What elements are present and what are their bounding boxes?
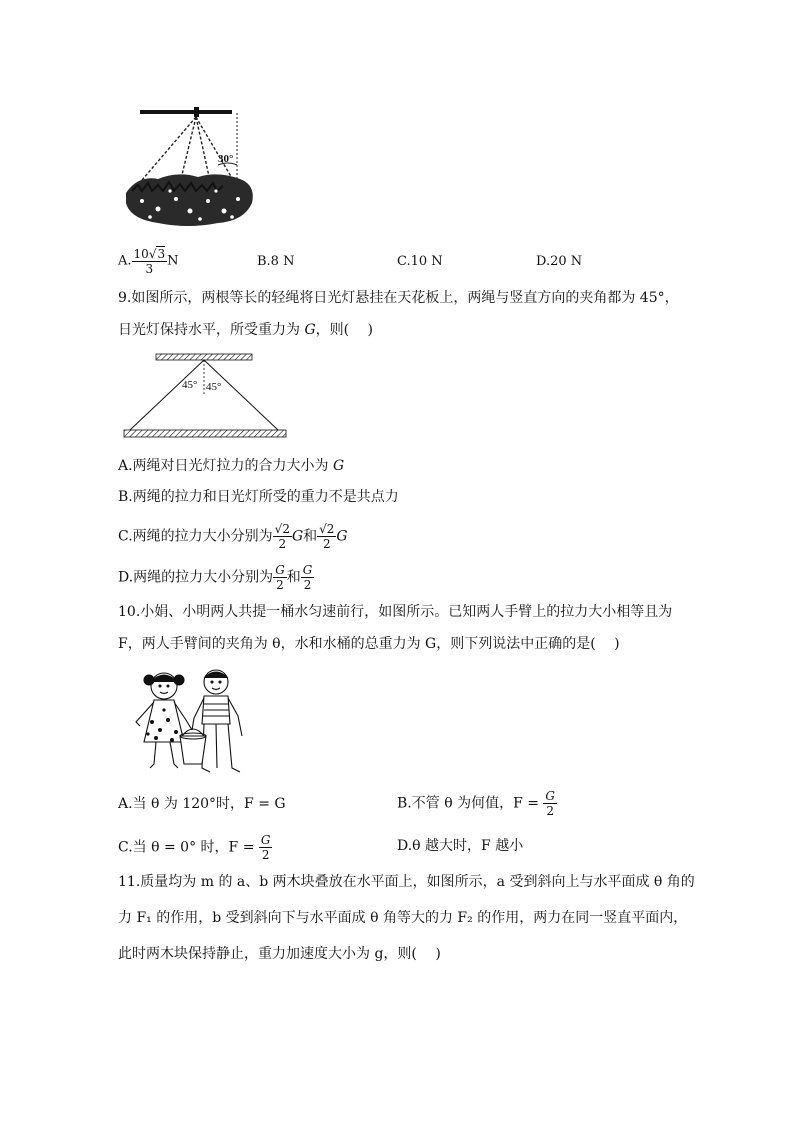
q10-stem-line1: 10.小娟、小明两人共提一桶水匀速前行，如图所示。已知两人手臂上的拉力大小相等且为	[118, 604, 673, 620]
q9-c-frac2-num: √2	[319, 522, 335, 536]
hanging-basket-drawing	[118, 105, 258, 230]
q9-c-g1: G	[291, 528, 304, 545]
angle-30-label: 30°	[218, 153, 234, 165]
q9-d-frac1	[273, 563, 287, 592]
option-a-den: 3	[145, 262, 154, 276]
q9-c-frac1	[273, 522, 292, 551]
q9-d-frac1-den: 2	[276, 578, 284, 592]
q9-d-frac2-num: G	[302, 563, 313, 577]
q9-stem-line1: 9.如图所示，两根等长的轻绳将日光灯悬挂在天花板上，两绳与竖直方向的夹角都为 45°，	[118, 290, 679, 306]
q9-c-frac1-den: 2	[278, 537, 287, 551]
angle-right-label: 45°	[206, 381, 222, 393]
option-a-prefix: A.	[118, 253, 132, 269]
q9-option-c	[118, 522, 348, 551]
q9-d-frac1-num: G	[275, 563, 285, 577]
q9-c-frac1-num: √2	[274, 522, 290, 536]
q9-a-text: A.两绳对日光灯拉力的合力大小为	[118, 458, 334, 474]
q8-option-d: D.20 N	[536, 254, 583, 269]
q9-d-and: 和	[286, 569, 301, 586]
q9-c-frac2	[317, 522, 336, 551]
q10-c-den: 2	[261, 848, 270, 862]
q9-option-d	[118, 563, 314, 592]
q10-option-b	[397, 789, 557, 818]
option-a-fraction: $\frac{10√3}{3}$	[133, 247, 166, 276]
q9-d-frac2	[301, 563, 315, 592]
q11-stem-line1: 11.质量均为 m 的 a、b 两木块叠放在水平面上，如图所示，a 受到斜向上与水平面成 θ 角的	[118, 874, 695, 890]
q10-b-text: B.不管 θ 为何值，F =	[397, 795, 539, 812]
q9-stem-line2	[118, 320, 373, 340]
q10-stem-line2: F，两人手臂间的夹角为 θ，水和水桶的总重力为 G，则下列说法中正确的是( )	[118, 636, 620, 652]
q10-b-frac	[543, 789, 557, 818]
q10-c-text: C.当 θ = 0° 时，F =	[118, 839, 255, 856]
q9-line2-text: 日光灯保持水平，所受重力为	[118, 322, 305, 338]
q8-option-b: B.8 N	[257, 254, 295, 269]
q9-c-frac2-den: 2	[322, 537, 331, 551]
q10-option-a: A.当 θ 为 120°时，F = G	[118, 796, 286, 812]
q10-b-den: 2	[546, 804, 555, 818]
q10-b-num: G	[545, 789, 556, 803]
q9-d-frac2-den: 2	[303, 578, 312, 592]
option-a-num-int: 10	[133, 247, 149, 261]
hanging-basket-figure	[118, 105, 258, 230]
q8-option-a	[118, 246, 178, 276]
children-bucket-figure	[122, 664, 262, 782]
q10-c-num: G	[260, 833, 271, 847]
q9-d-text: D.两绳的拉力大小分别为	[118, 569, 274, 586]
q9-line2-end: ，则( )	[315, 322, 374, 338]
option-a-num-root: 3	[157, 247, 166, 261]
q10-option-c	[118, 833, 272, 862]
q11-stem-line3: 此时两木块保持静止，重力加速度大小为 g，则( )	[118, 946, 441, 962]
q10-option-d: D.θ 越大时，F 越小	[397, 838, 524, 854]
q10-c-frac	[259, 833, 273, 862]
q11-stem-line2: 力 F₁ 的作用，b 受到斜向下与水平面成 θ 角等大的力 F₂ 的作用，两力在同一竖直平面内，	[118, 910, 688, 926]
q9-line2-g: G	[304, 322, 316, 338]
q9-option-b: B.两绳的拉力和日光灯所受的重力不是共点力	[118, 489, 399, 505]
q9-c-g2: G	[336, 528, 348, 545]
q8-option-c: C.10 N	[397, 254, 443, 269]
lamp-diagram	[120, 350, 290, 442]
fluorescent-lamp-figure	[120, 350, 290, 442]
q9-a-g: G	[333, 458, 345, 474]
option-a-unit: N	[167, 253, 179, 269]
q9-c-text: C.两绳的拉力大小分别为	[118, 528, 273, 545]
q9-option-a	[118, 456, 344, 476]
children-bucket-drawing	[122, 664, 262, 782]
angle-left-label: 45°	[182, 379, 198, 391]
q9-c-and: 和	[303, 528, 318, 545]
